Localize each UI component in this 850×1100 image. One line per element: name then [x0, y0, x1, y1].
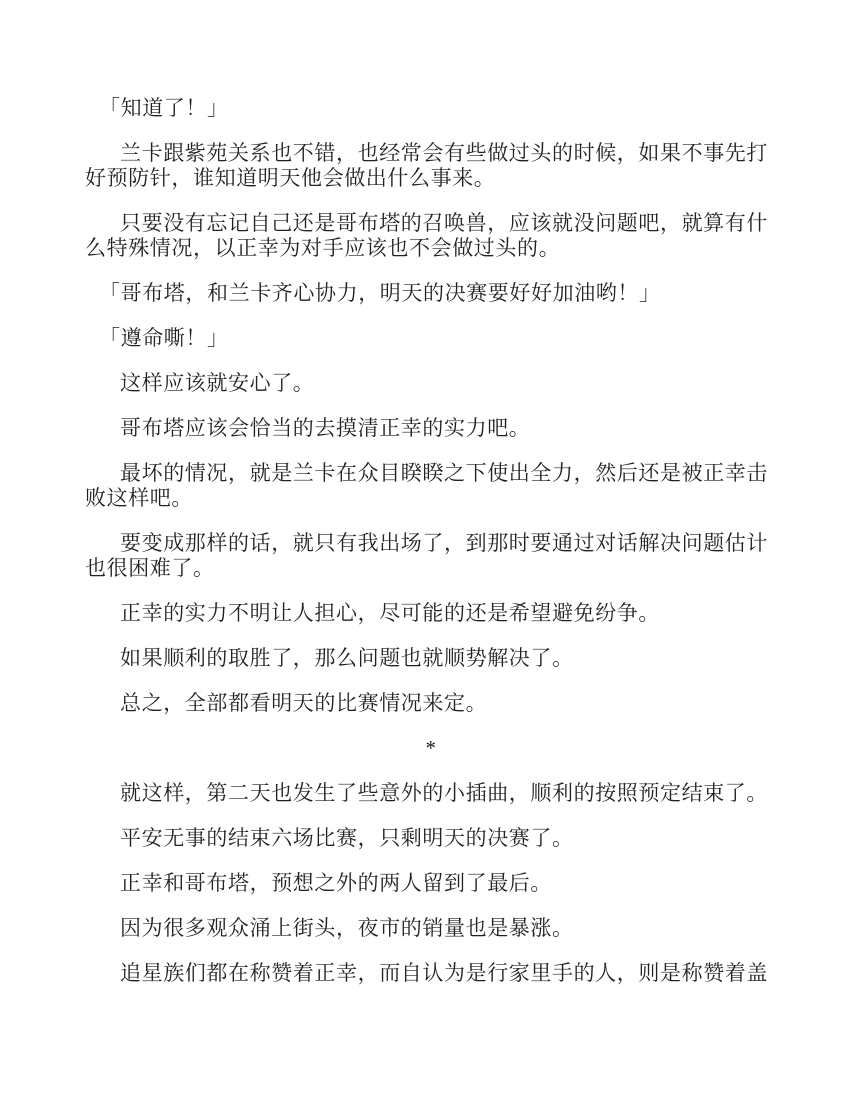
- body-paragraph: 因为很多观众涌上街头，夜市的销量也是暴涨。: [120, 916, 574, 940]
- body-paragraph: 只要没有忘记自己还是哥布塔的召唤兽，应该就没问题吧，就算有什么特殊情况，以正幸为对手应该也不会做过头的。: [85, 211, 768, 260]
- body-paragraph: 平安无事的结束六场比赛，只剩明天的决赛了。: [120, 826, 574, 850]
- body-paragraph: 哥布塔应该会恰当的去摸清正幸的实力吧。: [120, 416, 531, 440]
- body-paragraph: 就这样，第二天也发生了些意外的小插曲，顺利的按照预定结束了。: [120, 781, 768, 805]
- body-paragraph: 总之，全部都看明天的比赛情况来定。: [120, 691, 488, 715]
- body-paragraph: 要变成那样的话，就只有我出场了，到那时要通过对话解决问题估计也很困难了。: [85, 531, 768, 580]
- body-paragraph: 追星族们都在称赞着正幸，而自认为是行家里手的人，则是称赞着盖: [120, 961, 768, 985]
- body-paragraph: 兰卡跟紫苑关系也不错，也经常会有些做过头的时候，如果不事先打好预防针，谁知道明天他会做出什么事来。: [85, 141, 768, 190]
- body-paragraph: 这样应该就安心了。: [120, 371, 315, 395]
- body-paragraph: 如果顺利的取胜了，那么问题也就顺势解决了。: [120, 646, 574, 670]
- dialogue-paragraph: 「哥布塔，和兰卡齐心协力，明天的决赛要好好加油哟！」: [99, 281, 661, 305]
- body-paragraph: 正幸的实力不明让人担心，尽可能的还是希望避免纷争。: [120, 601, 660, 625]
- dialogue-paragraph: 「遵命嘶！」: [99, 326, 229, 350]
- dialogue-paragraph: 「知道了！」: [99, 96, 229, 120]
- scene-separator: *: [425, 736, 437, 760]
- body-paragraph: 最坏的情况，就是兰卡在众目睽睽之下使出全力，然后还是被正幸击败这样吧。: [85, 461, 768, 510]
- body-paragraph: 正幸和哥布塔，预想之外的两人留到了最后。: [120, 871, 552, 895]
